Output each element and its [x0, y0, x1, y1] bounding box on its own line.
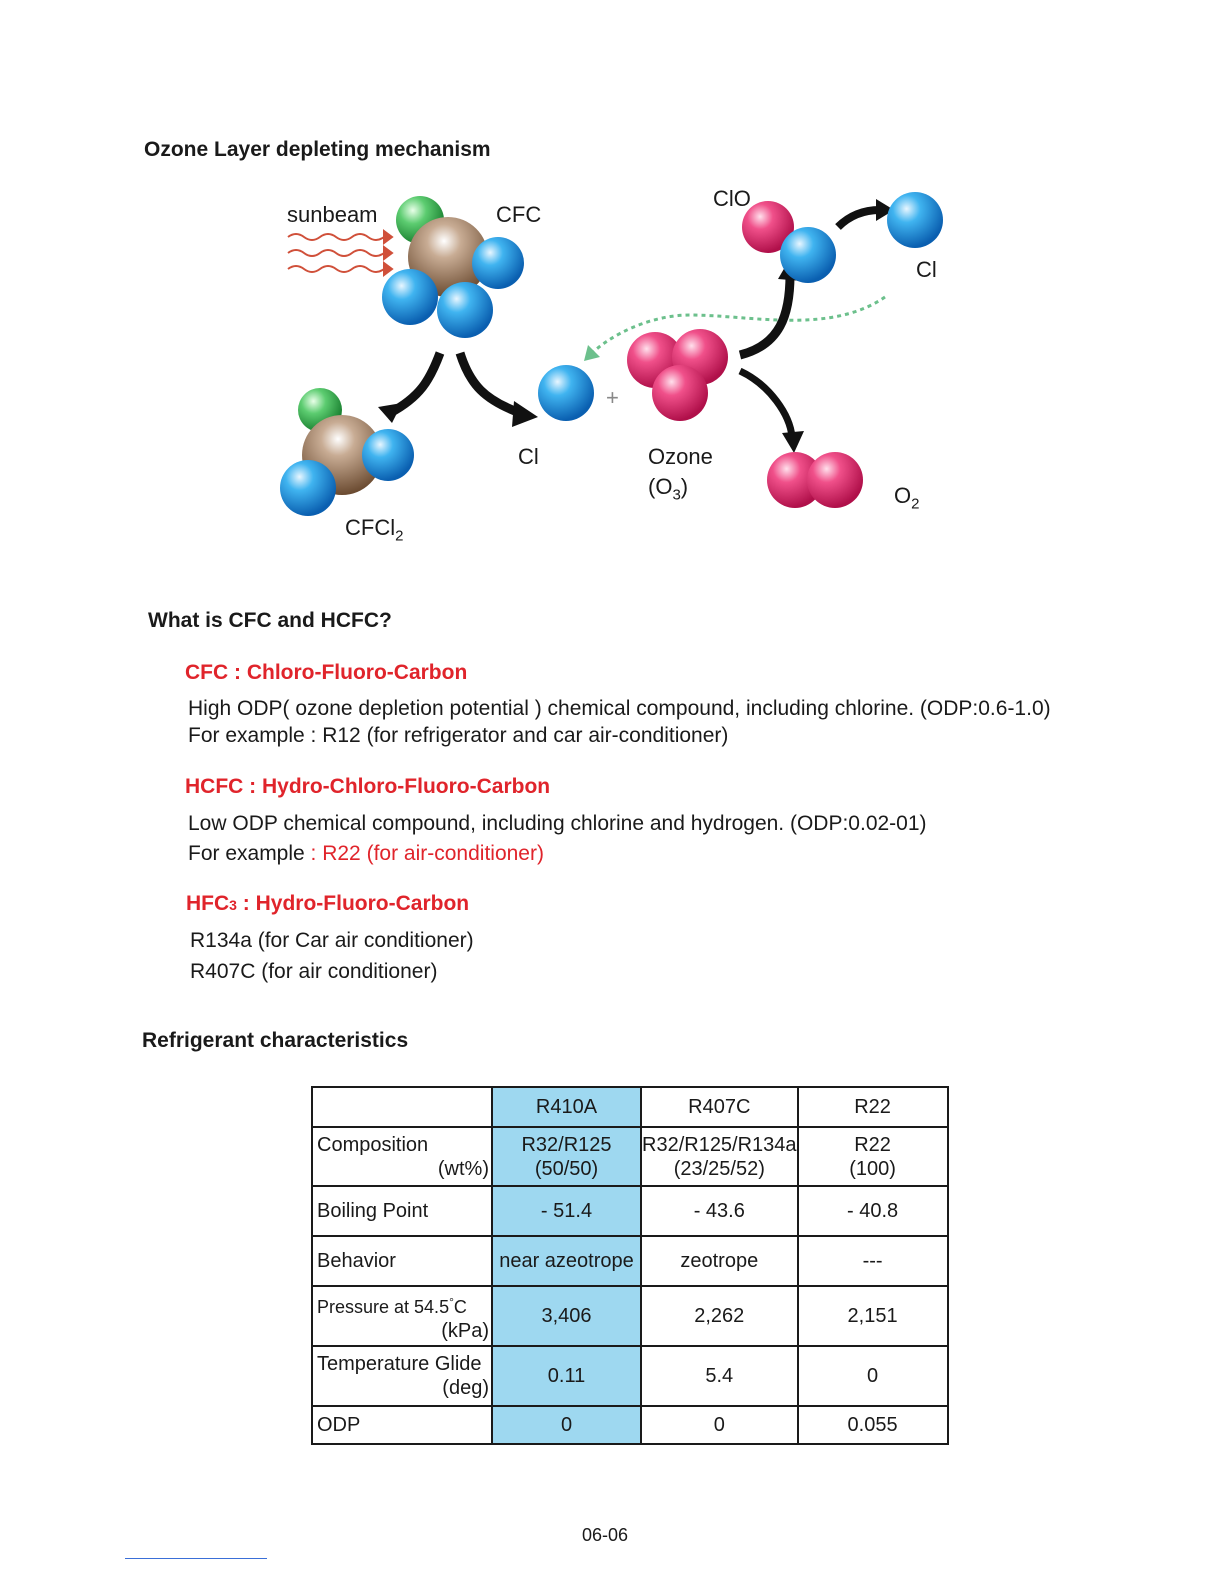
- arrow-to-cl: [460, 353, 520, 413]
- row-label-glide: Temperature Glide (deg): [312, 1346, 492, 1406]
- cell-odp-r407c: 0: [641, 1406, 798, 1444]
- hfc-description: [190, 926, 990, 987]
- cell-pressure-r407c: 2,262: [641, 1286, 798, 1346]
- cell-composition-r407c: R32/R125/R134a (23/25/52): [641, 1127, 798, 1186]
- hcfc-description: [188, 809, 1168, 869]
- cell-behavior-r22: ---: [798, 1236, 948, 1286]
- arrow-clo-to-cl: [838, 210, 880, 227]
- row-label-boiling: Boiling Point: [312, 1186, 492, 1236]
- cell-boiling-r407c: - 43.6: [641, 1186, 798, 1236]
- cfc-title: CFC : Chloro-Fluoro-Carbon: [185, 661, 468, 684]
- cell-boiling-r410a: - 51.4: [492, 1186, 641, 1236]
- sunbeam-rays: [288, 231, 392, 275]
- cfc-line-1: High ODP( ozone depletion potential ) chemical compound, including chlorine. (ODP:0.6-1.0): [188, 697, 1051, 720]
- hfc-line-2: R407C (for air conditioner): [190, 960, 438, 983]
- cell-glide-r22: 0: [798, 1346, 948, 1406]
- hcfc-line-1: Low ODP chemical compound, including chlorine and hydrogen. (ODP:0.02-01): [188, 812, 927, 835]
- ozone-molecule: [627, 329, 728, 421]
- cell-pressure-r22: 2,151: [798, 1286, 948, 1346]
- cell-pressure-r410a: 3,406: [492, 1286, 641, 1346]
- cfc-line-2: For example : R12 (for refrigerator and car air-conditioner): [188, 724, 729, 747]
- hfc-line-1: R134a (for Car air conditioner): [190, 929, 474, 952]
- table-row-odp: [312, 1406, 948, 1444]
- table-header-row: [312, 1087, 948, 1127]
- page-number: 06-06: [582, 1525, 629, 1545]
- row-label-pressure: Pressure at 54.5°C (kPa): [312, 1286, 492, 1346]
- col-header-r410a: R410A: [492, 1087, 641, 1127]
- o2-molecule: [767, 452, 863, 508]
- table-row-glide: [312, 1346, 948, 1406]
- col-header-r407c: R407C: [641, 1087, 798, 1127]
- label-ozone: Ozone: [648, 444, 713, 469]
- label-sunbeam: sunbeam: [287, 202, 378, 227]
- label-ozone-formula: $(O_3)$: [648, 474, 689, 504]
- label-cl-mid: Cl: [518, 444, 539, 469]
- label-cfcl2: CFCl$_2$: [345, 515, 404, 545]
- label-o2: $O_2$: [894, 483, 920, 513]
- table-row-behavior: [312, 1236, 948, 1286]
- section-heading-cfc-hcfc: What is CFC and HCFC?: [148, 609, 392, 632]
- cell-boiling-r22: - 40.8: [798, 1186, 948, 1236]
- table-corner-cell: [312, 1087, 492, 1127]
- table-row-pressure: [312, 1286, 948, 1346]
- cell-glide-r410a: 0.11: [492, 1346, 641, 1406]
- label-cfc: CFC: [496, 202, 542, 227]
- row-label-odp: ODP: [312, 1406, 492, 1444]
- cell-odp-r410a: 0: [492, 1406, 641, 1444]
- ozone-diagram-svg: [270, 175, 960, 555]
- cl-atom-released: [887, 192, 943, 248]
- section-heading-ozone: Ozone Layer depleting mechanism: [144, 138, 491, 161]
- cell-behavior-r407c: zeotrope: [641, 1236, 798, 1286]
- hcfc-title: HCFC : Hydro-Chloro-Fluoro-Carbon: [185, 775, 551, 798]
- cell-composition-r22: R22 (100): [798, 1127, 948, 1186]
- section-heading-refrigerant: Refrigerant characteristics: [142, 1029, 409, 1052]
- label-plus: +: [606, 385, 619, 410]
- table-row-composition: [312, 1127, 948, 1186]
- label-clo: ClO: [713, 186, 751, 211]
- cell-odp-r22: 0.055: [798, 1406, 948, 1444]
- cl-atom: [538, 365, 594, 421]
- ozone-depletion-diagram: [270, 175, 960, 555]
- cell-glide-r407c: 5.4: [641, 1346, 798, 1406]
- hcfc-line-2: For example : R22 (for air-conditioner): [188, 842, 544, 865]
- arrow-to-o2: [740, 371, 792, 437]
- refrigerant-table: [311, 1086, 949, 1445]
- table-row-boiling: [312, 1186, 948, 1236]
- cfc-description: [188, 694, 1168, 751]
- cell-composition-r410a: R32/R125 (50/50): [492, 1127, 641, 1186]
- hfc-title: HFC3 : Hydro-Fluoro-Carbon: [186, 892, 470, 915]
- row-label-composition: Composition (wt%): [312, 1127, 492, 1186]
- cell-behavior-r410a: near azeotrope: [492, 1236, 641, 1286]
- clo-molecule: [742, 201, 836, 283]
- row-label-behavior: Behavior: [312, 1236, 492, 1286]
- arrow-to-clo: [740, 275, 790, 355]
- label-cl-top: Cl: [916, 257, 937, 282]
- footer-rule: [125, 1558, 267, 1559]
- col-header-r22: R22: [798, 1087, 948, 1127]
